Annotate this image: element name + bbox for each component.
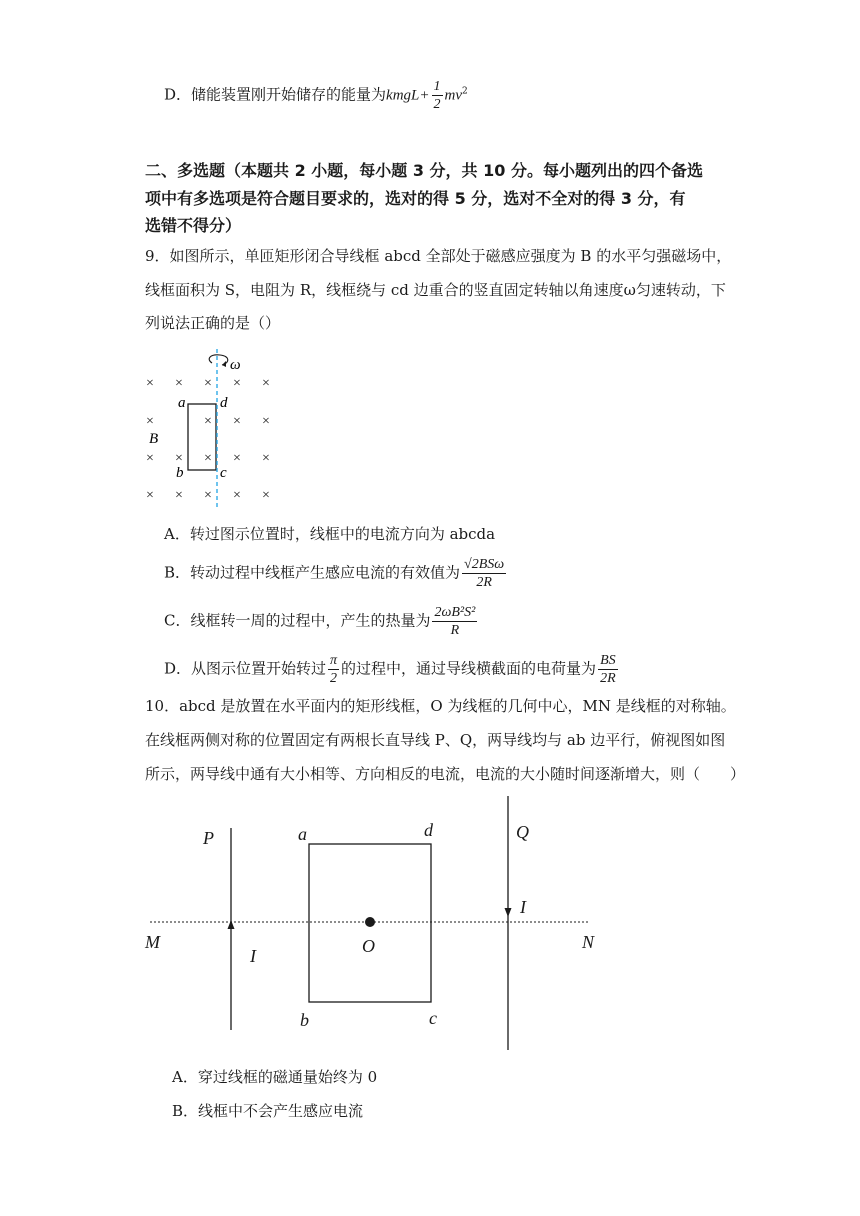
q8-option-d-text: D．储能装置刚开始储存的能量为 <box>164 85 387 104</box>
q9-option-d <box>164 652 620 687</box>
current-arrow-up <box>228 920 235 929</box>
cross-mark: × <box>233 451 241 466</box>
center-point <box>365 917 375 927</box>
label-a: a <box>178 395 186 411</box>
label-b: b <box>176 465 184 481</box>
q8-option-d-fraction <box>432 78 443 113</box>
q9-option-d-angle-fraction <box>328 652 339 687</box>
frac-denominator: 2R <box>600 671 616 686</box>
frac-numerator: BS <box>600 653 616 668</box>
cross-mark: × <box>146 376 154 391</box>
q9-option-b <box>164 556 508 591</box>
label-d: d <box>424 820 433 840</box>
cross-mark: × <box>262 414 270 429</box>
cross-mark: × <box>233 376 241 391</box>
rotation-arrowhead <box>222 361 226 367</box>
cross-mark: × <box>262 376 270 391</box>
current-arrow-down <box>505 908 512 917</box>
cross-mark: × <box>175 376 183 391</box>
label-c: c <box>429 1008 437 1028</box>
q9-stem-line1: 9．如图所示，单匝矩形闭合导线框 abcd 全部处于磁感应强度为 B 的水平匀强磁场中， <box>145 247 732 265</box>
cross-mark: × <box>175 488 183 503</box>
q10-figure <box>140 790 610 1055</box>
cross-mark: × <box>204 451 212 466</box>
frac-denominator: R <box>450 623 460 638</box>
label-c: c <box>220 465 227 481</box>
frac-numerator: 2ωB²S² <box>434 605 476 620</box>
magnetic-field-crosses <box>146 376 270 503</box>
cross-mark: × <box>146 414 154 429</box>
label-N: N <box>582 932 595 952</box>
cross-mark: × <box>175 451 183 466</box>
label-d: d <box>220 395 228 411</box>
cross-mark: × <box>233 488 241 503</box>
label-current-right: I <box>520 897 526 917</box>
cross-mark: × <box>146 488 154 503</box>
section-heading-line2: 项中有多选项是符合题目要求的，选对的得 5 分，选对不全对的得 3 分，有 <box>145 189 686 208</box>
q10-stem-line3: 所示，两导线中通有大小相等、方向相反的电流，电流的大小随时间逐渐增大，则（ ） <box>145 765 746 783</box>
cross-mark: × <box>204 488 212 503</box>
q10-stem-line1: 10．abcd 是放置在水平面内的矩形线框，O 为线框的几何中心，MN 是线框的对称轴。 <box>145 697 736 715</box>
cross-mark: × <box>233 414 241 429</box>
q9-option-c <box>164 604 479 639</box>
q9-stem-line2: 线框面积为 S，电阻为 R，线框绕与 cd 边重合的竖直固定转轴以角速度ω匀速转动，下 <box>145 281 726 299</box>
q9-option-a: A．转过图示位置时，线框中的电流方向为 abcda <box>164 525 496 543</box>
omega-label: ω <box>230 357 241 373</box>
q9-option-c-fraction <box>432 604 477 639</box>
q9-option-d-text: D．从图示位置开始转过 <box>164 659 327 678</box>
label-b: b <box>300 1010 309 1030</box>
frac-denominator: 2 <box>330 671 338 686</box>
section-heading-line1: 二、多选题（本题共 2 小题，每小题 3 分，共 10 分。每小题列出的四个备选 <box>145 161 703 180</box>
q9-figure <box>140 345 290 510</box>
q10-stem-line2: 在线框两侧对称的位置固定有两根长直导线 P、Q，两导线均与 ab 边平行，俯视图如图 <box>145 731 726 749</box>
q9-stem-line3: 列说法正确的是（） <box>145 314 281 332</box>
cross-mark: × <box>262 488 270 503</box>
superscript: 2 <box>462 86 468 97</box>
frac-numerator: 1 <box>433 79 441 94</box>
label-O: O <box>362 936 375 956</box>
label-current-left: I <box>250 946 256 966</box>
q9-option-c-text: C．线框转一周的过程中，产生的热量为 <box>164 611 431 630</box>
section-heading-line3: 选错不得分） <box>145 216 242 235</box>
q8-option-d-formula-tail: mv <box>444 87 462 104</box>
q9-option-b-text: B．转动过程中线框产生感应电流的有效值为 <box>164 563 461 582</box>
frac-denominator: 2 <box>433 97 441 112</box>
frac-numerator: π <box>330 653 338 668</box>
label-P: P <box>203 828 214 848</box>
q8-option-d <box>164 78 468 113</box>
q10-option-a: A．穿过线框的磁通量始终为 0 <box>172 1068 378 1086</box>
q9-option-d-fraction <box>598 652 618 687</box>
cross-mark: × <box>262 451 270 466</box>
label-a: a <box>298 824 307 844</box>
q8-option-d-formula: kmgL <box>386 87 420 104</box>
plus-sign: + <box>419 87 430 104</box>
cross-mark: × <box>204 376 212 391</box>
frac-denominator: 2R <box>476 575 492 590</box>
label-M: M <box>145 932 160 952</box>
label-Q: Q <box>516 822 529 842</box>
q9-option-d-text2: 的过程中，通过导线横截面的电荷量为 <box>341 659 597 678</box>
q10-option-b: B．线框中不会产生感应电流 <box>172 1102 364 1120</box>
cross-mark: × <box>146 451 154 466</box>
label-B: B <box>149 431 159 447</box>
q9-option-b-fraction <box>462 556 506 591</box>
frac-numerator: √2BSω <box>464 557 505 572</box>
cross-mark: × <box>204 414 212 429</box>
